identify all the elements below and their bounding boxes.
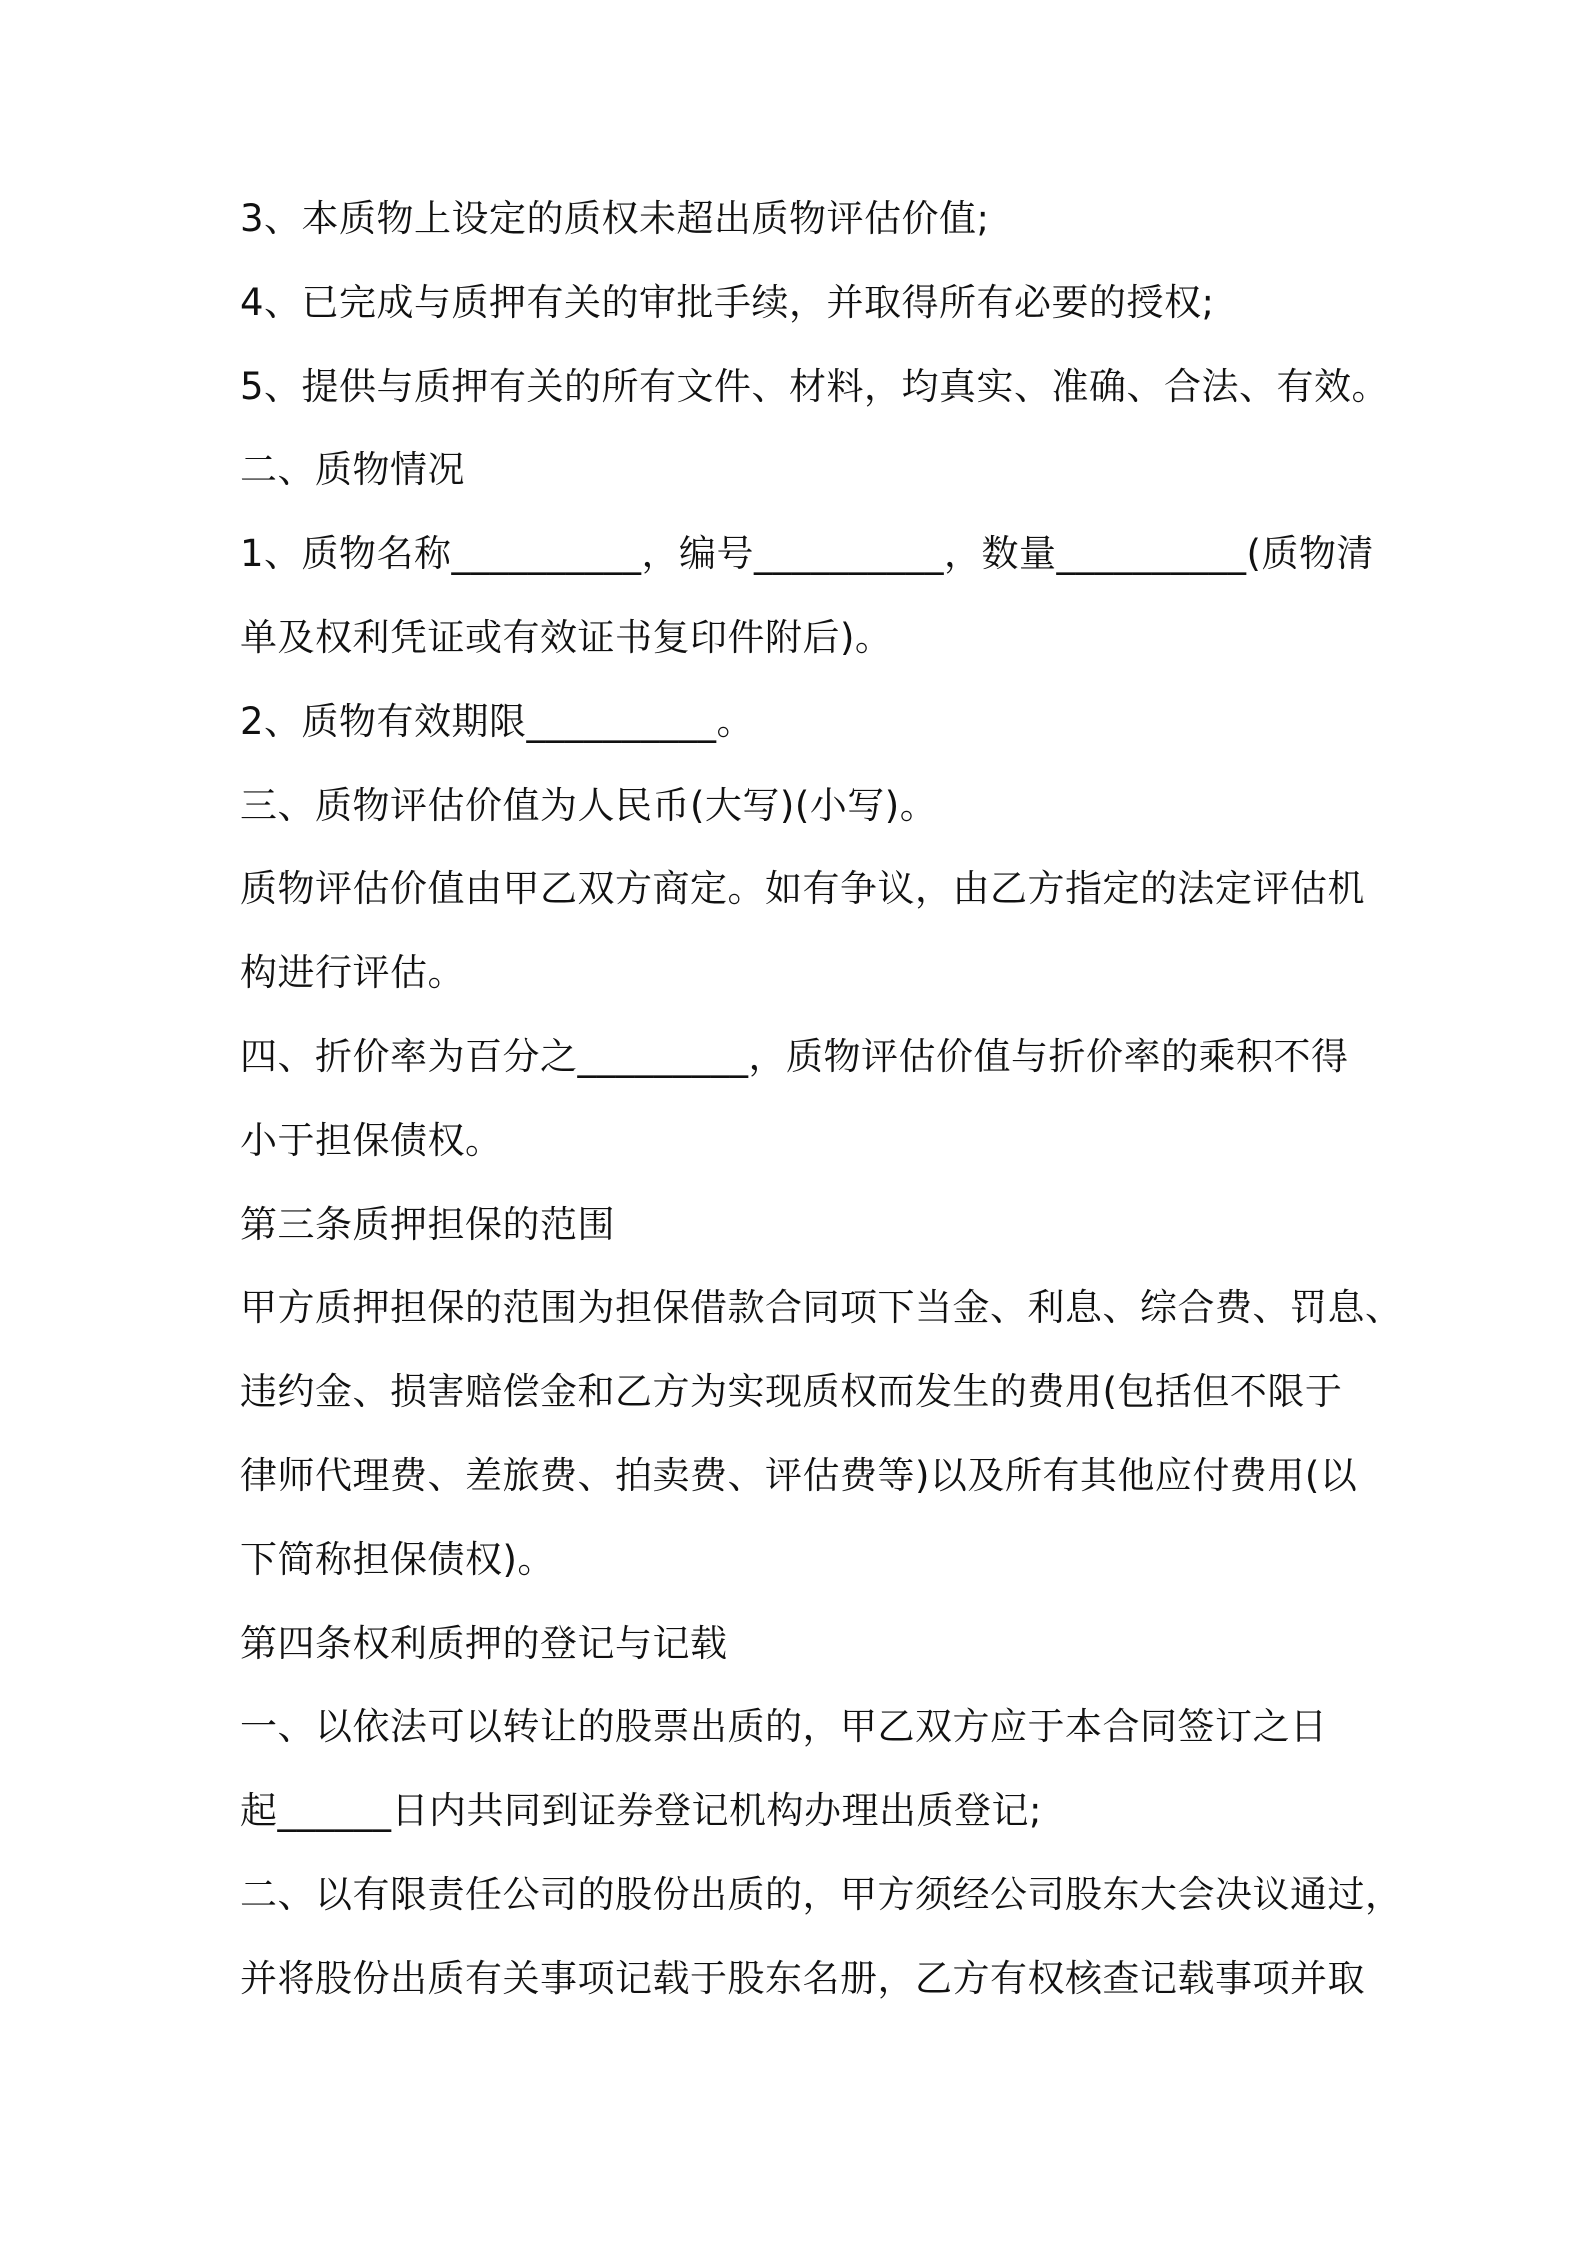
- text-line-9: 质物评估价值由甲乙双方商定。如有争议，由乙方指定的法定评估机: [240, 867, 1365, 911]
- text-line-22: 并将股份出质有关事项记载于股东名册，乙方有权核查记载事项并取: [240, 1956, 1365, 2000]
- text-line-12: 小于担保债权。: [240, 1118, 503, 1162]
- text-line-1: 3、本质物上设定的质权未超出质物评估价值;: [240, 197, 990, 240]
- text-line-20: 起______日内共同到证券登记机构办理出质登记;: [240, 1789, 1042, 1833]
- text-line-2: 4、已完成与质押有关的审批手续，并取得所有必要的授权;: [240, 280, 1215, 324]
- text-line-21: 二、以有限责任公司的股份出质的，甲方须经公司股东大会决议通过，: [240, 1872, 1403, 1916]
- text-line-17: 下简称担保债权)。: [240, 1537, 555, 1581]
- text-line-6: 单及权利凭证或有效证书复印件附后)。: [240, 615, 893, 659]
- text-line-5: 1、质物名称__________，编号__________，数量__________(质物清: [240, 532, 1374, 576]
- text-line-11: 四、折价率为百分之_________，质物评估价值与折价率的乘积不得: [240, 1034, 1349, 1078]
- text-line-19: 一、以依法可以转让的股票出质的，甲乙双方应于本合同签订之日: [240, 1705, 1328, 1749]
- text-line-10: 构进行评估。: [240, 951, 465, 995]
- text-line-7: 2、质物有效期限__________。: [240, 699, 755, 743]
- text-line-8: 三、质物评估价值为人民币(大写)(小写)。: [240, 783, 938, 827]
- text-line-14: 甲方质押担保的范围为担保借款合同项下当金、利息、综合费、罚息、: [240, 1286, 1403, 1330]
- section-heading-2: 二、质物情况: [240, 448, 465, 492]
- text-line-3: 5、提供与质押有关的所有文件、材料，均真实、准确、合法、有效。: [240, 364, 1390, 408]
- text-line-15: 违约金、损害赔偿金和乙方为实现质权而发生的费用(包括但不限于: [240, 1370, 1343, 1414]
- document-body: [240, 197, 1403, 2044]
- article-heading-4: 第四条权利质押的登记与记载: [240, 1621, 728, 1665]
- text-line-16: 律师代理费、差旅费、拍卖费、评估费等)以及所有其他应付费用(以: [240, 1453, 1358, 1497]
- article-heading-3: 第三条质押担保的范围: [240, 1202, 615, 1246]
